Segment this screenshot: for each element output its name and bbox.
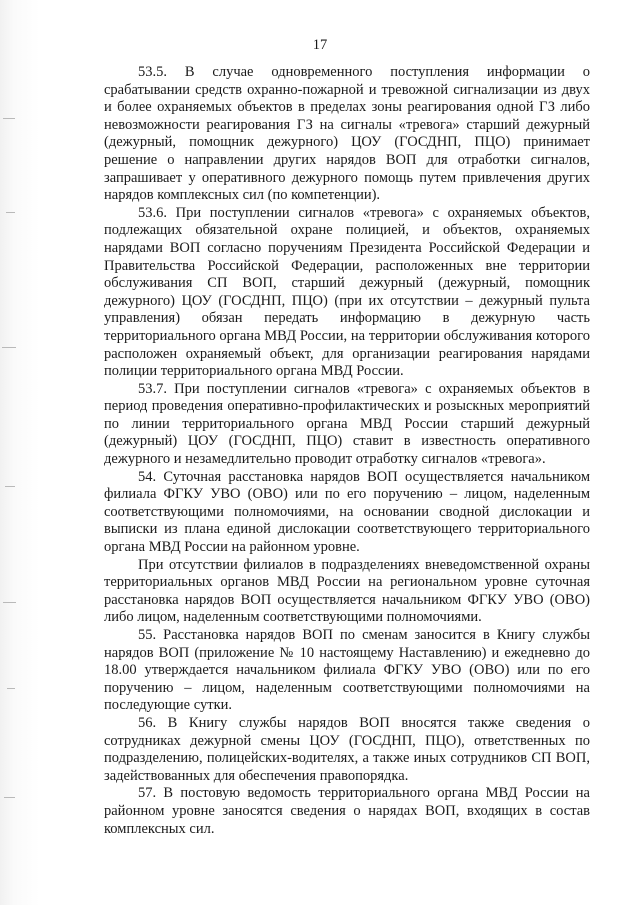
paragraph-55: 55. Расстановка нарядов ВОП по сменам заносится в Книгу службы нарядов ВОП (приложение № 10 настоящему Наставлению) и ежедневно до 18.00 утверждается начальником филиала ФГКУ УВО (ОВО) или по его поручению – лицом, наделенным соответствующими полномочиями на последующие сутки. [104, 627, 590, 714]
paragraph-53-6: 53.6. При поступлении сигналов «тревога» с охраняемых объектов, подлежащих обязательной охране полицией, и объектов, охраняемых нарядами ВОП согласно поручениям Президента Российской Федерации и Правительства Российской Федерации, расположенных вне территории обслуживания СП ВОП, старший дежурный (дежурный, помощник дежурного) ЦОУ (ГОСДНП, ПЦО) (при их отсутствии – дежурный пульта управления) обязан передать информацию в дежурную часть территориального органа МВД России, на территории обслуживания которого расположен охраняемый объект, для организации реагирования нарядами полиции территориального органа МВД России. [104, 204, 590, 380]
paragraph-54: 54. Суточная расстановка нарядов ВОП осуществляется начальником филиала ФГКУ УВО (ОВО) или по его поручению – лицом, наделенным соответствующими полномочиями, на основании сводной дислокации и выписки из плана единой дислокации соответствующего территориального органа МВД России на районном уровне. [104, 468, 590, 556]
paragraph-57: 57. В постовую ведомость территориального органа МВД России на районном уровне заносятся сведения о нарядах ВОП, входящих в состав комплексных сил. [104, 785, 590, 837]
scan-margin-shadow [0, 0, 40, 905]
paragraph-54-continuation: При отсутствии филиалов в подразделениях вневедомственной охраны территориальных органов МВД России на региональном уровне суточная расстановка нарядов ВОП осуществляется начальником ФГКУ УВО (ОВО) либо лицом, наделенным соответствующими полномочиями. [104, 556, 590, 626]
page-number: 17 [312, 37, 328, 53]
paragraph-53-5: 53.5. В случае одновременного поступления информации о срабатывании средств охранно-пожарной и тревожной сигнализации из двух и более охраняемых объектов в пределах зоны реагирования одной ГЗ либо невозможности реагирования ГЗ на сигналы «тревога» старший дежурный (дежурный, помощник дежурного) ЦОУ (ГОСДНП, ПЦО) принимает решение о направлении других нарядов ВОП для отработки сигналов, запрашивает у оперативного дежурного помощь путем привлечения других нарядов комплексных сил (по компетенции). [104, 64, 590, 204]
paragraph-56: 56. В Книгу службы нарядов ВОП вносятся также сведения о сотрудниках дежурной смены ЦОУ (ГОСДНП, ПЦО), ответственных по подразделению, полицейских-водителях, а также иных сотрудников СП ВОП, задействованных для обеспечения правопорядка. [104, 714, 590, 784]
document-body [104, 64, 590, 838]
paragraph-53-7: 53.7. При поступлении сигналов «тревога» с охраняемых объектов в период проведения оперативно-профилактических и розыскных мероприятий по линии территориального органа МВД России старший дежурный (дежурный) ЦОУ (ГОСДНП, ПЦО) ставит в известность оперативного дежурного и незамедлительно проводит отработку сигналов «тревога». [104, 380, 590, 468]
